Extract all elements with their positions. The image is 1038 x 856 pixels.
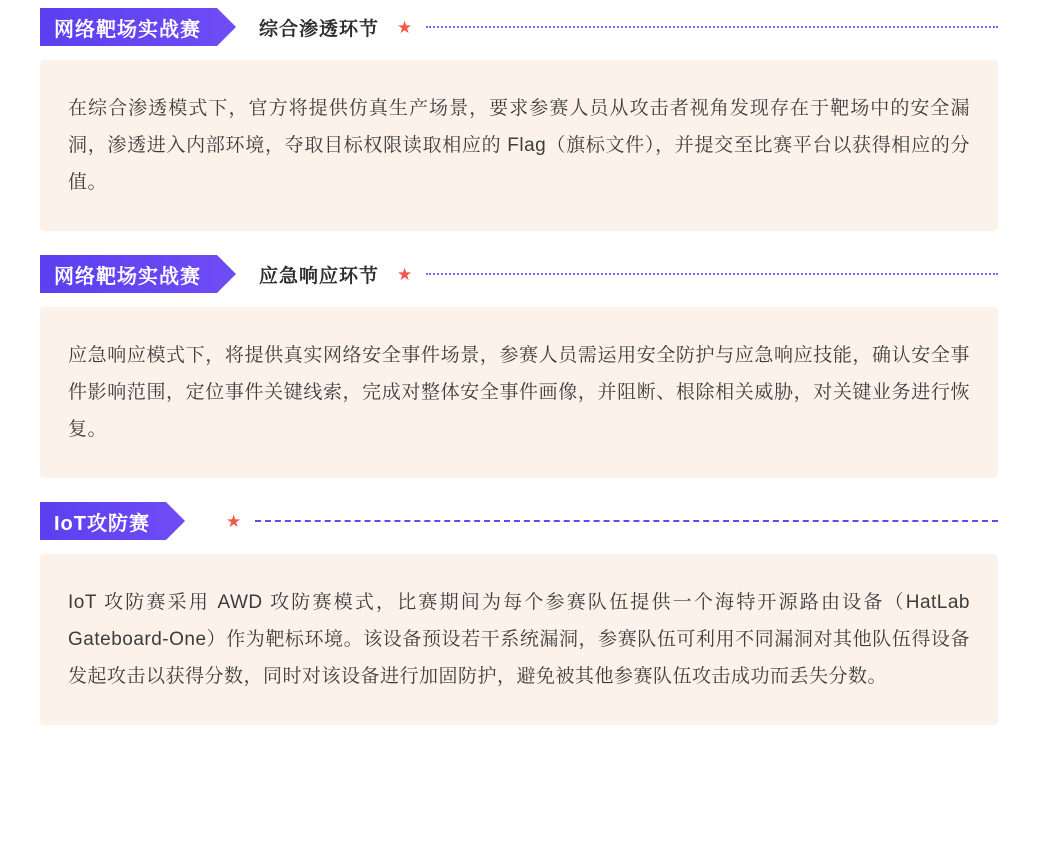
section-header bbox=[40, 0, 998, 54]
decorative-dotted-line bbox=[426, 273, 998, 275]
star-icon: ★ bbox=[397, 264, 413, 284]
section-body-card bbox=[40, 307, 998, 478]
section-header bbox=[40, 247, 998, 301]
section-subtitle: 应急响应环节 bbox=[259, 265, 380, 287]
star-icon: ★ bbox=[226, 511, 242, 531]
section-tag-badge: 网络靶场实战赛 bbox=[40, 8, 217, 46]
section-tag-badge: 网络靶场实战赛 bbox=[40, 255, 217, 293]
star-icon: ★ bbox=[397, 17, 413, 37]
section-tag-badge: IoT攻防赛 bbox=[40, 502, 166, 540]
section-penetration bbox=[40, 0, 998, 231]
section-header bbox=[40, 494, 998, 548]
section-emergency-response bbox=[40, 247, 998, 478]
section-iot bbox=[40, 494, 998, 725]
section-body-text: 应急响应模式下，将提供真实网络安全事件场景，参赛人员需运用安全防护与应急响应技能，确认安全事件影响范围，定位事件关键线索，完成对整体安全事件画像，并阻断、根除相关威胁，对关键业务进行恢复。 bbox=[68, 345, 970, 441]
decorative-dashed-line bbox=[255, 520, 998, 522]
section-subtitle: 综合渗透环节 bbox=[259, 18, 380, 40]
section-body-text: 在综合渗透模式下，官方将提供仿真生产场景，要求参赛人员从攻击者视角发现存在于靶场中的安全漏洞，渗透进入内部环境，夺取目标权限读取相应的 Flag（旗标文件），并提交至比赛平台以获得相应的分值。 bbox=[68, 98, 970, 194]
section-body-card bbox=[40, 60, 998, 231]
section-body-card bbox=[40, 554, 998, 725]
decorative-dotted-line bbox=[426, 26, 998, 28]
section-body-text: IoT 攻防赛采用 AWD 攻防赛模式，比赛期间为每个参赛队伍提供一个海特开源路由设备（HatLab Gateboard-One）作为靶标环境。该设备预设若干系统漏洞，参赛队伍可利用不同漏洞对其他队伍得设备发起攻击以获得分数，同时对该设备进行加固防护，避免被其他参赛队伍攻击成功而丢失分数。 bbox=[68, 592, 970, 688]
